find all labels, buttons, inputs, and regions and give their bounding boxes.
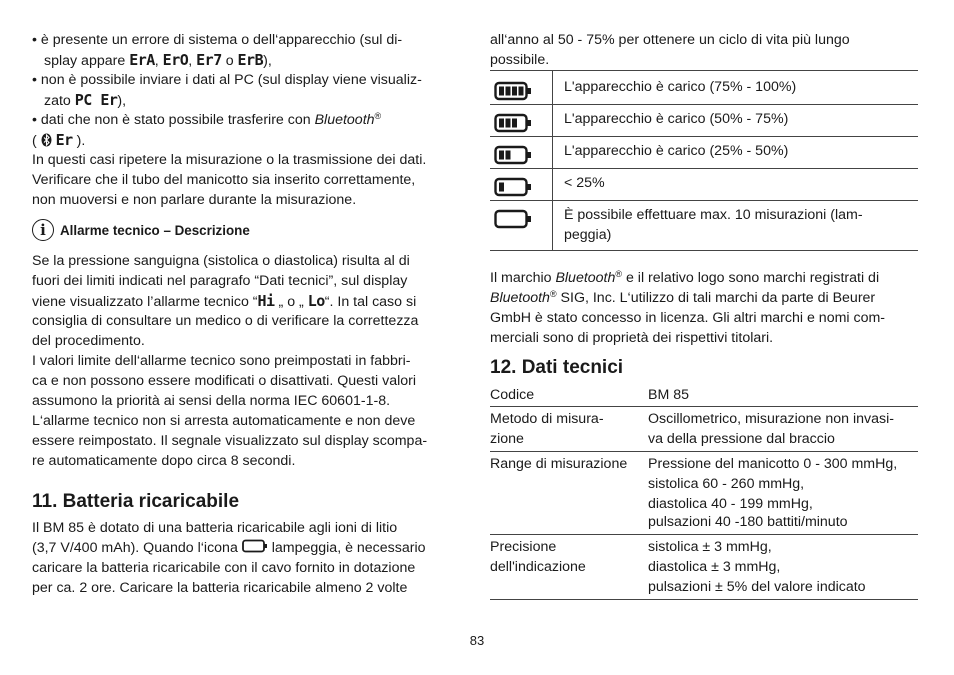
trademark-line: GmbH è stato concesso in licenza. Gli altri marchi e nomi com- bbox=[490, 310, 886, 326]
table-rule bbox=[490, 599, 918, 600]
paragraph-line: all‘anno al 50 - 75% per ottenere un ciclo di vita più lungo bbox=[490, 32, 850, 48]
info-icon: i bbox=[32, 219, 54, 241]
table-column-divider bbox=[552, 70, 553, 250]
paragraph-line: re automaticamente dopo circa 8 secondi. bbox=[32, 453, 296, 469]
bullet-pc-line2: zato PC Er), bbox=[44, 91, 127, 109]
paragraph-line: per ca. 2 ore. Caricare la batteria ricaricabile almeno 2 volte bbox=[32, 580, 408, 596]
table-rule bbox=[490, 451, 918, 452]
paragraph-line: fuori dei limiti indicati nel paragrafo “Dati tecnici”, sul display bbox=[32, 273, 408, 289]
tech-label: dell'indicazione bbox=[490, 559, 586, 575]
paragraph-line: non muoversi e non parlare durante la misurazione. bbox=[32, 192, 357, 208]
error-code-erb: ErB bbox=[237, 51, 264, 69]
battery-status-text: È possibile effettuare max. 10 misurazioni (lam- bbox=[564, 207, 863, 223]
bullet-system-error-line2: splay appare ErA, ErO, Er7 o ErB), bbox=[44, 51, 272, 69]
error-code-pc-er: PC Er bbox=[74, 91, 118, 109]
table-rule bbox=[490, 200, 918, 201]
paragraph-line: assumono la priorità ai sensi della norma IEC 60601-1-8. bbox=[32, 393, 391, 409]
paragraph-line: In questi casi ripetere la misurazione o la trasmissione dei dati. bbox=[32, 152, 427, 168]
tech-label: Codice bbox=[490, 387, 535, 403]
table-rule bbox=[490, 104, 918, 105]
battery-empty-icon bbox=[242, 539, 268, 553]
tech-value: diastolica ± 3 mmHg, bbox=[648, 559, 781, 575]
paragraph-line: essere reimpostato. Il segnale visualizzato sul display scompa- bbox=[32, 433, 428, 449]
paragraph-line: del procedimento. bbox=[32, 333, 145, 349]
battery-3-bars-icon bbox=[494, 113, 534, 133]
paragraph-line: Se la pressione sanguigna (sistolica o diastolica) risulta al di bbox=[32, 253, 410, 269]
note-title: Allarme tecnico – Descrizione bbox=[60, 222, 250, 238]
table-rule bbox=[490, 534, 918, 535]
paragraph-line-alarm: viene visualizzato l’allarme tecnico “Hi „ o „ Lo“. In tal caso si bbox=[32, 292, 417, 310]
battery-status-text: peggia) bbox=[564, 227, 612, 243]
tech-label: Metodo di misura- bbox=[490, 411, 604, 427]
table-rule bbox=[490, 250, 918, 251]
bullet-pc-line1: • non è possibile inviare i dati al PC (sul display viene visualiz- bbox=[32, 72, 422, 88]
trademark-line: merciali sono di proprietà dei rispettivi titolari. bbox=[490, 330, 774, 346]
battery-status-text: L'apparecchio è carico (75% - 100%) bbox=[564, 79, 797, 95]
paragraph-line: consiglia di consultare un medico o di verificare la correttezza bbox=[32, 313, 419, 329]
battery-empty-icon bbox=[494, 209, 534, 229]
trademark-line: Bluetooth® SIG, Inc. L‘utilizzo di tali marchi da parte di Beurer bbox=[490, 289, 876, 306]
tech-label: Range di misurazione bbox=[490, 456, 628, 472]
note-heading bbox=[32, 216, 250, 244]
tech-label: Precisione bbox=[490, 539, 557, 555]
tech-value: BM 85 bbox=[648, 387, 690, 403]
paragraph-line: possibile. bbox=[490, 52, 550, 68]
error-code-bt-er: Er bbox=[55, 131, 73, 149]
paragraph-line: caricare la batteria ricaricabile con il cavo fornito in dotazione bbox=[32, 560, 416, 576]
paragraph-line: ca e non possono essere modificati o disattivati. Questi valori bbox=[32, 373, 417, 389]
alarm-code-lo: Lo bbox=[307, 292, 325, 310]
battery-1-bar-icon bbox=[494, 177, 534, 197]
paragraph-line: Verificare che il tubo del manicotto sia inserito correttamente, bbox=[32, 172, 416, 188]
table-rule bbox=[490, 70, 918, 71]
paragraph-line: Il BM 85 è dotato di una batteria ricaricabile agli ioni di litio bbox=[32, 520, 398, 536]
battery-2-bars-icon bbox=[494, 145, 534, 165]
tech-label: zione bbox=[490, 431, 524, 447]
table-rule bbox=[490, 168, 918, 169]
table-rule bbox=[490, 136, 918, 137]
tech-value: Pressione del manicotto 0 - 300 mmHg, bbox=[648, 456, 898, 472]
tech-value: Oscillometrico, misurazione non invasi- bbox=[648, 411, 895, 427]
battery-status-text: < 25% bbox=[564, 175, 605, 191]
paragraph-line-battery-icon: (3,7 V/400 mAh). Quando l‘icona lampeggia, è necessario bbox=[32, 540, 426, 556]
tech-value: pulsazioni 40 -180 battiti/minuto bbox=[648, 514, 848, 530]
battery-status-text: L'apparecchio è carico (50% - 75%) bbox=[564, 111, 789, 127]
tech-value: va della pressione dal braccio bbox=[648, 431, 835, 447]
bullet-bluetooth-line1: • dati che non è stato possibile trasferire con Bluetooth® bbox=[32, 111, 382, 128]
tech-value: diastolica 40 - 199 mmHg, bbox=[648, 496, 813, 512]
error-code-er7: Er7 bbox=[196, 51, 222, 69]
table-rule bbox=[490, 406, 918, 407]
paragraph-line: I valori limite dell‘allarme tecnico sono preimpostati in fabbri- bbox=[32, 353, 411, 369]
battery-4-bars-icon bbox=[494, 81, 534, 101]
section-11-heading: 11. Batteria ricaricabile bbox=[32, 491, 240, 512]
section-12-heading: 12. Dati tecnici bbox=[490, 357, 624, 378]
tech-value: sistolica ± 3 mmHg, bbox=[648, 539, 772, 555]
trademark-line: Il marchio Bluetooth® e il relativo logo sono marchi registrati di bbox=[490, 269, 880, 286]
bullet-system-error-line1: • è presente un errore di sistema o dell‘apparecchio (sul di- bbox=[32, 32, 403, 48]
tech-value: sistolica 60 - 260 mmHg, bbox=[648, 476, 805, 492]
page-number: 83 bbox=[469, 633, 485, 648]
error-code-ero: ErO bbox=[162, 51, 189, 69]
paragraph-line: L‘allarme tecnico non si arresta automaticamente e non deve bbox=[32, 413, 416, 429]
battery-status-text: L'apparecchio è carico (25% - 50%) bbox=[564, 143, 789, 159]
bullet-bluetooth-line2: ( Er ). bbox=[32, 131, 86, 149]
alarm-code-hi: Hi bbox=[257, 292, 275, 310]
bluetooth-icon bbox=[41, 133, 52, 147]
tech-value: pulsazioni ± 5% del valore indicato bbox=[648, 579, 866, 595]
error-code-era: ErA bbox=[129, 51, 155, 69]
